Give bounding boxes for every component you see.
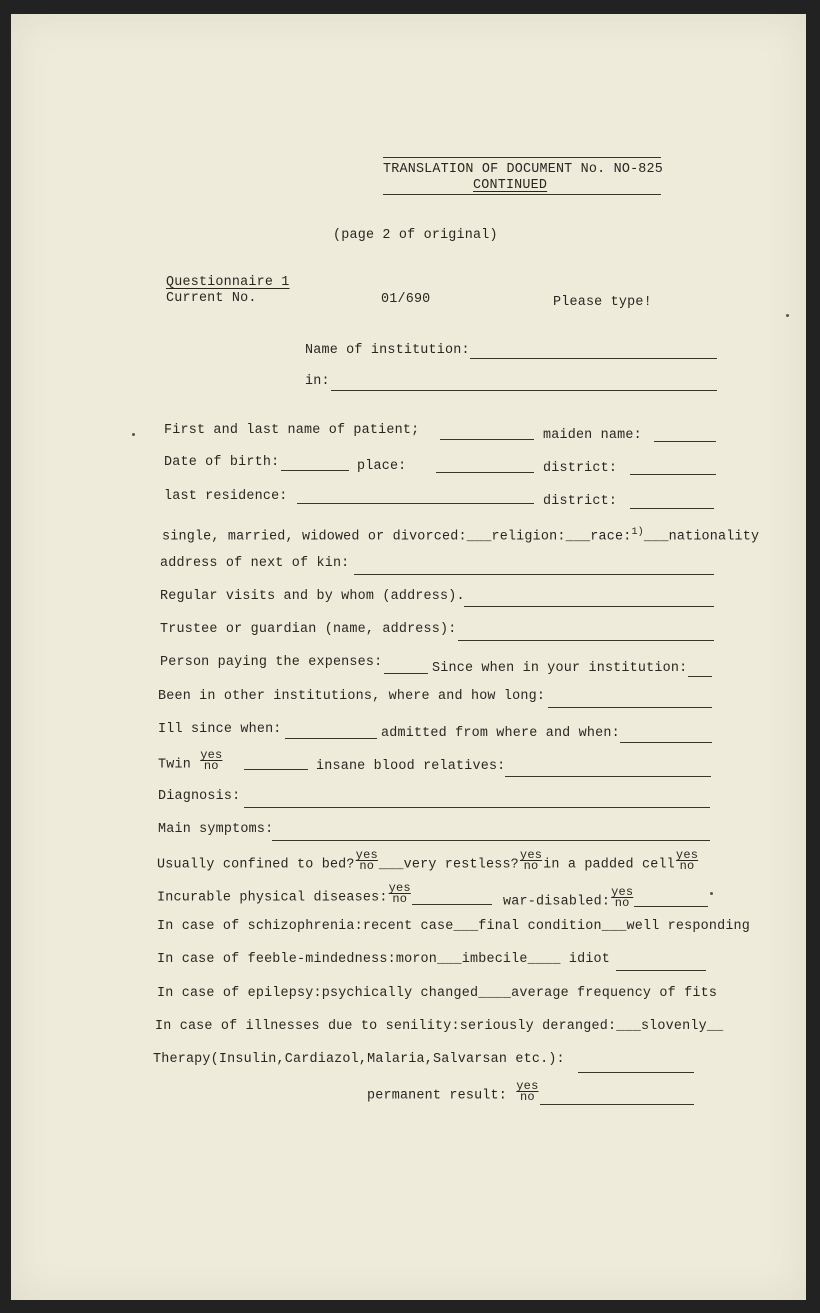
idiot-field[interactable]	[616, 970, 706, 971]
incurable-label: Incurable physical diseases:	[157, 890, 388, 906]
nationality-label: nationality	[668, 529, 760, 545]
other-institutions-field[interactable]	[548, 707, 712, 708]
very-restless-choice[interactable]: $\frac{\text{yes}}{no}$	[519, 848, 543, 873]
incurable-row	[157, 881, 412, 907]
race-field[interactable]: ___	[643, 529, 669, 545]
frequency-of-fits-label: average frequency of fits	[511, 986, 718, 1001]
final-condition-field[interactable]: ___	[601, 919, 627, 934]
recent-case-field[interactable]: ___	[453, 919, 479, 934]
page-note: (page 2 of original)	[333, 228, 498, 243]
paper-speck	[710, 892, 713, 895]
document-page	[11, 14, 806, 1300]
therapy-field[interactable]	[578, 1072, 694, 1073]
war-disabled-label: war-disabled:	[503, 894, 611, 910]
district-label: district:	[543, 461, 618, 476]
date-of-birth-field[interactable]	[281, 470, 349, 471]
confined-to-bed-label: Usually confined to bed?	[157, 857, 355, 873]
place-of-birth-label: place:	[357, 459, 407, 474]
schizophrenia-label: In case of schizophrenia:	[157, 919, 363, 934]
continued-label: CONTINUED	[473, 178, 548, 193]
since-when-field[interactable]	[688, 676, 712, 677]
permanent-result-choice[interactable]: $\frac{\text{yes}}{no}$	[516, 1079, 539, 1104]
main-symptoms-label: Main symptoms:	[158, 822, 274, 837]
maiden-name-field[interactable]	[654, 441, 716, 442]
seriously-deranged-label: seriously deranged:	[459, 1019, 617, 1034]
feeble-minded-label: In case of feeble-mindedness:	[157, 952, 396, 967]
current-no-value: 01/690	[381, 292, 431, 307]
well-responding-label: well responding	[626, 919, 751, 934]
imbecile-field[interactable]: ____	[527, 952, 561, 967]
other-institutions-label: Been in other institutions, where and how long:	[158, 689, 546, 704]
since-when-label: Since when in your institution:	[432, 661, 688, 676]
next-of-kin-label: address of next of kin:	[160, 556, 350, 571]
institution-location-field[interactable]	[331, 390, 717, 391]
paper-speck	[132, 433, 135, 436]
slovenly-label: slovenly	[640, 1019, 707, 1034]
confined-to-bed-choice[interactable]: $\frac{\text{yes}}{no}$	[355, 848, 378, 873]
twin-yes-no-choice[interactable]: $\frac{\text{yes}}{no}$	[200, 748, 223, 773]
padded-cell-label: in a padded cell	[543, 857, 675, 873]
person-paying-field[interactable]	[384, 673, 428, 674]
slovenly-field[interactable]: __	[706, 1019, 724, 1034]
paper-speck	[786, 314, 789, 317]
admitted-from-field[interactable]	[620, 742, 712, 743]
schizophrenia-row	[157, 919, 750, 935]
religion-label: religion:	[491, 529, 566, 545]
residence-district-field[interactable]	[630, 508, 714, 509]
permanent-result-row	[367, 1079, 539, 1105]
imbecile-label: imbecile	[461, 952, 528, 967]
questionnaire-label: Questionnaire 1	[166, 275, 290, 290]
twin-row	[158, 748, 223, 774]
idiot-label: idiot	[568, 952, 611, 967]
race-footnote: 1)	[631, 527, 644, 538]
psychically-changed-field[interactable]: ____	[478, 986, 512, 1001]
patient-name-label: First and last name of patient;	[164, 423, 420, 438]
please-type-note: Please type!	[553, 295, 652, 310]
epilepsy-row	[157, 986, 717, 1002]
header-rule-bottom	[383, 194, 661, 195]
senility-row	[155, 1019, 723, 1035]
confined-to-bed-field[interactable]: ___	[378, 857, 404, 873]
admitted-from-label: admitted from where and when:	[381, 726, 620, 741]
insane-relatives-label: insane blood relatives:	[316, 759, 506, 774]
incurable-choice[interactable]: $\frac{\text{yes}}{no}$	[388, 881, 411, 906]
confined-row	[157, 848, 699, 874]
very-restless-label: very restless?	[403, 857, 519, 873]
date-of-birth-label: Date of birth:	[164, 455, 280, 470]
diagnosis-field[interactable]	[244, 807, 710, 808]
religion-field[interactable]: ___	[565, 529, 591, 545]
main-symptoms-field[interactable]	[272, 840, 710, 841]
trustee-field[interactable]	[458, 640, 714, 641]
ill-since-label: Ill since when:	[158, 722, 282, 737]
institution-name-label: Name of institution:	[305, 343, 470, 358]
ill-since-field[interactable]	[285, 738, 377, 739]
recent-case-label: recent case	[362, 919, 454, 934]
permanent-result-field[interactable]	[540, 1104, 694, 1105]
last-residence-field[interactable]	[297, 503, 534, 504]
senility-label: In case of illnesses due to senility:	[155, 1019, 460, 1034]
regular-visits-label: Regular visits and by whom (address).	[160, 589, 465, 604]
moron-field[interactable]: ___	[437, 952, 462, 967]
institution-name-field[interactable]	[470, 358, 717, 359]
current-no-label: Current No.	[166, 291, 257, 306]
trustee-label: Trustee or guardian (name, address):	[160, 622, 457, 637]
insane-relatives-field[interactable]	[505, 776, 711, 777]
incurable-field[interactable]	[412, 904, 492, 905]
war-disabled-row	[503, 885, 634, 911]
permanent-result-label: permanent result:	[367, 1088, 508, 1104]
next-of-kin-field[interactable]	[354, 574, 714, 575]
marital-row	[162, 525, 759, 545]
maiden-name-label: maiden name:	[543, 428, 642, 443]
institution-in-label: in:	[305, 374, 330, 389]
place-of-birth-field[interactable]	[436, 472, 534, 473]
race-label: race:	[590, 529, 632, 545]
seriously-deranged-field[interactable]: ___	[616, 1019, 641, 1034]
marital-status-label: single, married, widowed or divorced:	[162, 529, 467, 545]
header-rule-top	[383, 157, 661, 158]
epilepsy-label: In case of epilepsy:	[157, 986, 322, 1001]
twin-label: Twin	[158, 757, 191, 773]
padded-cell-choice[interactable]: $\frac{\text{yes}}{no}$	[675, 848, 699, 873]
final-condition-label: final condition	[478, 919, 602, 934]
regular-visits-field[interactable]	[464, 606, 714, 607]
last-residence-label: last residence:	[164, 489, 288, 504]
marital-status-field[interactable]: ___	[466, 529, 492, 545]
district-field[interactable]	[630, 474, 716, 475]
person-paying-label: Person paying the expenses:	[160, 655, 383, 670]
patient-name-field[interactable]	[440, 439, 534, 440]
residence-district-label: district:	[543, 494, 618, 509]
moron-label: moron	[395, 952, 438, 967]
psychically-changed-label: psychically changed	[321, 986, 479, 1001]
war-disabled-choice[interactable]: $\frac{\text{yes}}{no}$	[611, 885, 634, 910]
diagnosis-label: Diagnosis:	[158, 789, 241, 804]
twin-field[interactable]	[244, 769, 308, 770]
document-title: TRANSLATION OF DOCUMENT No. NO-825	[383, 162, 664, 177]
feeble-minded-row	[157, 952, 610, 968]
therapy-label: Therapy(Insulin,Cardiazol,Malaria,Salvarsan etc.):	[153, 1052, 565, 1067]
war-disabled-field[interactable]	[634, 906, 708, 907]
